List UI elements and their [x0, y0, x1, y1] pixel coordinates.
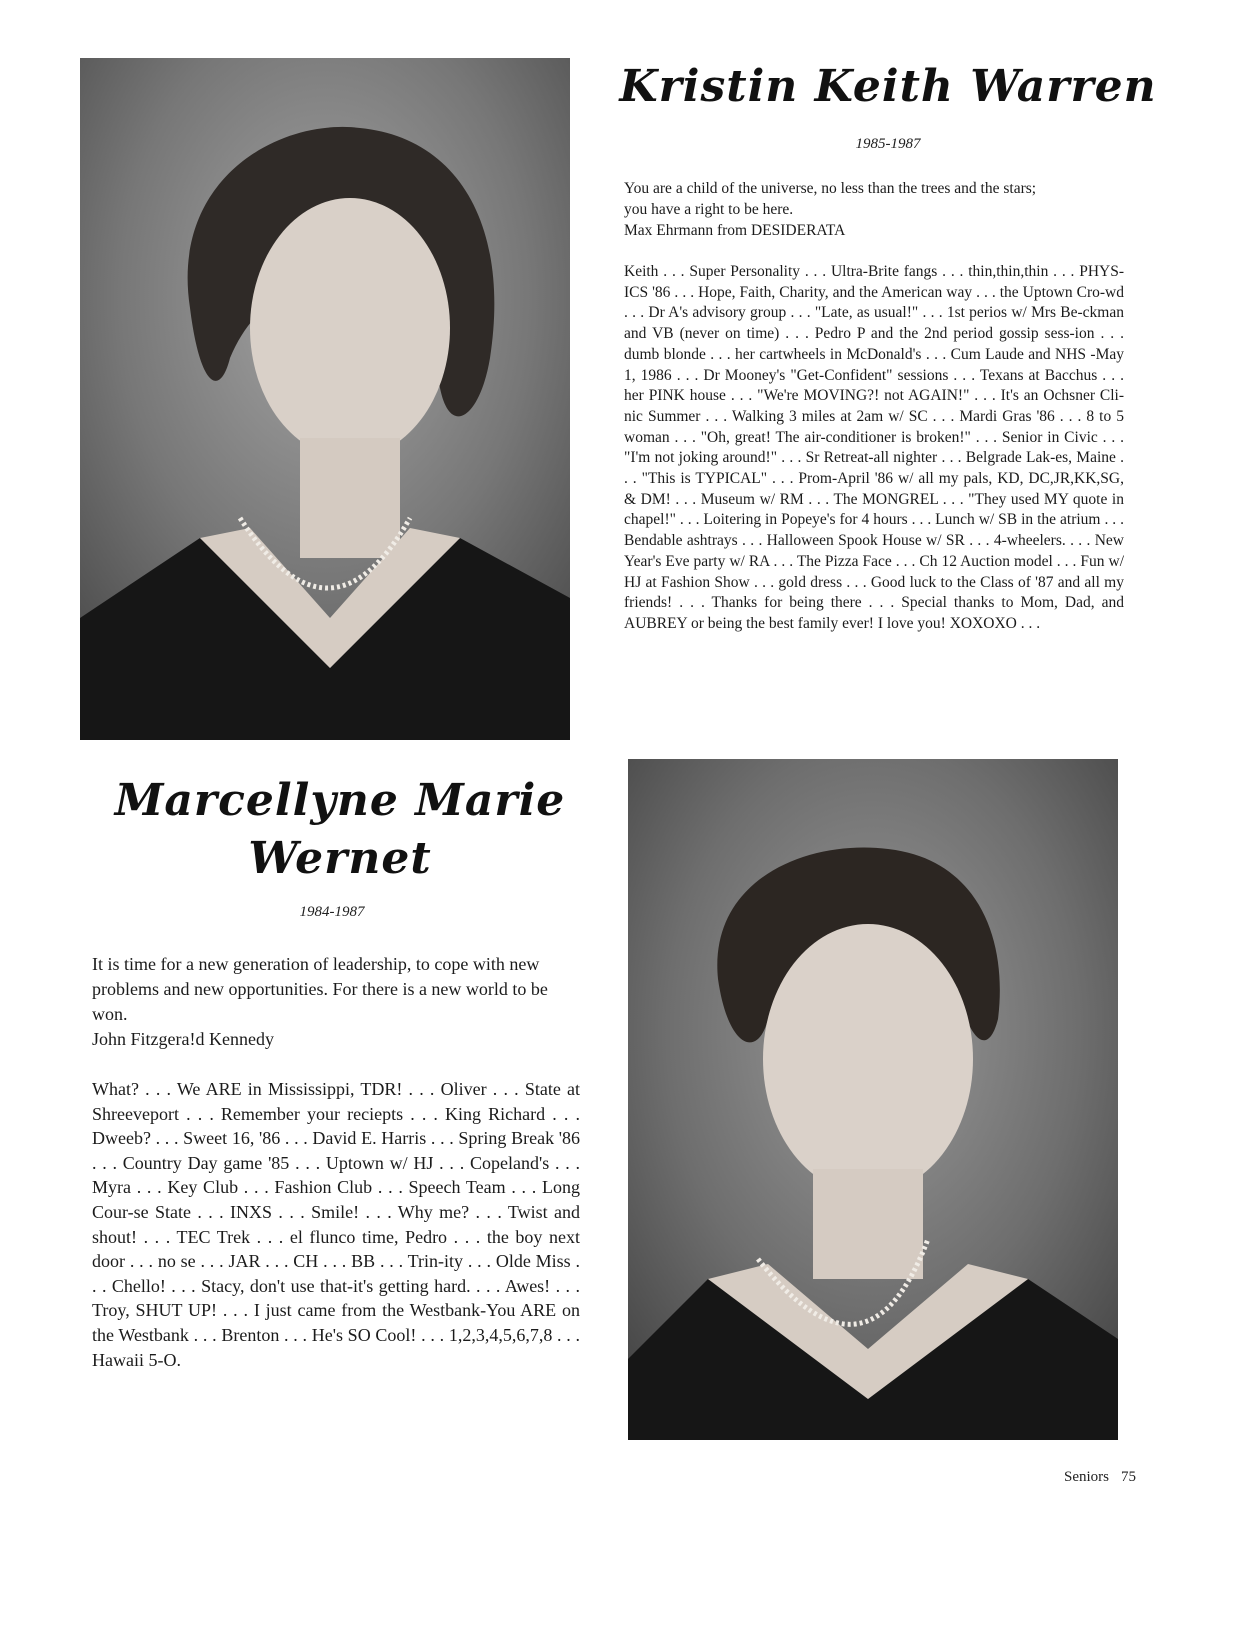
quote-attribution: Max Ehrmann from DESIDERATA — [624, 222, 846, 239]
student-name-kristin-warren: Kristin Keith Warren — [619, 61, 1157, 112]
quote-line: you have a right to be here. — [624, 201, 794, 218]
senior-quote — [624, 178, 1124, 241]
page-footer — [1010, 1469, 1136, 1486]
name-line: Wernet — [248, 833, 432, 884]
student-name-marcellyne-wernet — [110, 772, 570, 888]
portrait-kristin-warren — [80, 58, 570, 740]
quote-line: You are a child of the universe, no less than the trees and the stars; — [624, 180, 1037, 197]
quote-attribution: John Fitzgera!d Kennedy — [92, 1029, 274, 1049]
section-label: Seniors — [1064, 1469, 1109, 1485]
senior-memories-text: What? . . . We ARE in Mississippi, TDR! . . . Oliver . . . State at Shreeveport . . . Remember your reciepts . . . King Richard . . . Dweeb? . . . Sweet 16, '86 . . . David E. Harris . . . Spring Break '86 . . . Country Day game '85 . . . Uptown w/ HJ . . . Copeland's . . . Myra . . . Key Club . . . Fashion Club . . . Speech Team . . . Long Cour-se State . . . INXS . . . Smile! . . . Why me? . . . Twist and shout! . . . TEC Trek . . . el flunco time, Pedro . . . the boy next door . . . no se . . . JAR . . . CH . . . BB . . . Trin-ity . . . Olde Miss . . . Chello! . . . Stacy, don't use that-it's getting hard. . . . Awes! . . . Troy, SHUT UP! . . . I just came from the Westbank-You ARE on the Westbank . . . Brenton . . . He's SO Cool! . . . 1,2,3,4,5,6,7,8 . . . Hawaii 5-O. — [92, 1079, 580, 1370]
attendance-years: 1984-1987 — [299, 904, 365, 920]
senior-quote — [92, 952, 572, 1052]
portrait-marcellyne-wernet — [628, 759, 1118, 1440]
attendance-years: 1985-1987 — [855, 136, 921, 152]
page-number: 75 — [1121, 1469, 1136, 1485]
quote-line: It is time for a new generation of leadership, to cope with new problems and new opportunities. For there is a new world to be won. — [92, 954, 548, 1024]
name-line: Marcellyne Marie — [114, 775, 566, 826]
senior-memories-text: Keith . . . Super Personality . . . Ultra-Brite fangs . . . thin,thin,thin . . . PHYS-ICS '86 . . . Hope, Faith, Charity, and the American way . . . the Uptown Cro-wd . . . Dr A's advisory group . . . "Late, as usual!" . . . 1st perios w/ Mrs Be-ckman and VB (never on time) . . . Pedro P and the 2nd period gossip sess-ion . . . dumb blonde . . . her cartwheels in McDonald's . . . Cum Laude and NHS -May 1, 1986 . . . Dr Mooney's "Get-Confident" sessions . . . Texans at Bacchus . . . her PINK house . . . "We're MOVING?! not AGAIN!" . . . It's an Ochsner Cli-nic Summer . . . Walking 3 miles at 2am w/ SC . . . Mardi Gras '86 . . . 8 to 5 woman . . . "Oh, great! The air-conditioner is broken!" . . . Senior in Civic . . . "I'm not joking around!" . . . Sr Retreat-all nighter . . . Belgrade Lak-es, Maine . . . "This is TYPICAL" . . . Prom-April '86 w/ all my pals, KD, DC,JR,KK,SG, & DM! . . . Museum w/ RM . . . The MONGREL . . . "They used MY quote in chapel!" . . . Loitering in Popeye's for 4 hours . . . Lunch w/ SB in the atrium . . . Bendable ashtrays . . . Halloween Spook House w/ SR . . . 4-wheelers. . . . New Year's Eve party w/ RA . . . The Pizza Face . . . Ch 12 Auction model . . . Fun w/ HJ at Fashion Show . . . gold dress . . . Good luck to the Class of '87 and all my friends! . . . Thanks for being there . . . Special thanks to Mom, Dad, and AUBREY or being the best family ever! I love you! XOXOXO . . . — [624, 263, 1124, 632]
